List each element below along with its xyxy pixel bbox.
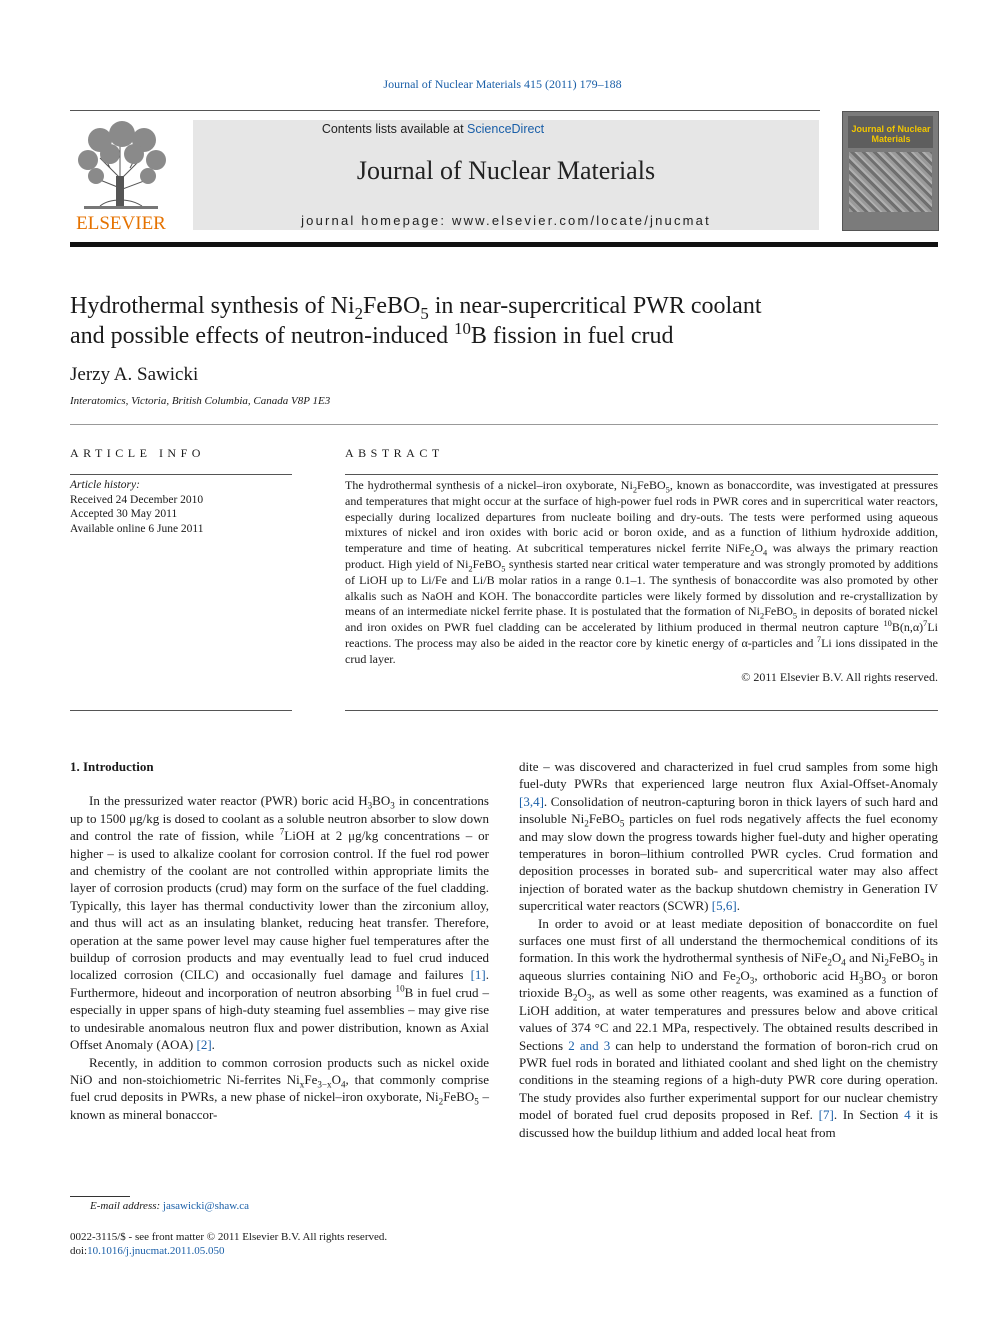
body-left-column (70, 758, 489, 1123)
footnote-rule (70, 1196, 130, 1197)
title-divider (70, 424, 938, 425)
abstract-copyright: © 2011 Elsevier B.V. All rights reserved. (741, 669, 938, 684)
article-title: Hydrothermal synthesis of $Ni_2FeBO_5$ in near-supercritical PWR coolant and possible effects of neutron-induced $^{10}$B fission in fuel crud (70, 293, 762, 349)
journal-homepage[interactable]: journal homepage: www.elsevier.com/locate/jnucmat (301, 213, 711, 228)
accepted-date: Accepted 30 May 2011 (70, 508, 178, 520)
body-paragraph: dite – was discovered and characterized in fuel crud samples from some high fuel-duty PWRs that experienced large neutron flux Axial-Offset-Anomaly [3,4]. Consolidation of neutron-capturing boron in thick layers of such hard and insoluble $Ni_2FeBO_5$ particles on fuel rods negatively affects the fuel economy and may slow down the progress towards higher fuel-duty and higher operating temperatures in boron–lithium controlled PWR cycles. Crud formation and deposition processes in borated sub- and supercritical water may also affect injection of borated water as the backup shutdown chemistry in Generation IV supercritical water reactors (SCWR) [5,6]. (519, 759, 938, 914)
sciencedirect-link[interactable]: ScienceDirect (467, 122, 545, 136)
online-date: Available online 6 June 2011 (70, 522, 204, 535)
doi-link[interactable]: 10.1016/j.jnucmat.2011.05.050 (87, 1245, 225, 1257)
elsevier-logo[interactable] (70, 118, 172, 233)
author-email-link[interactable]: jasawicki@shaw.ca (162, 1200, 249, 1212)
journal-cover-image[interactable] (842, 111, 939, 231)
abstract-rule-top (345, 474, 938, 475)
journal-title: Journal of Nuclear Materials (356, 156, 656, 185)
article-history (70, 478, 300, 536)
article-info-heading: ARTICLE INFO (70, 446, 205, 460)
received-date: Received 24 December 2010 (70, 493, 204, 506)
journal-banner (193, 120, 819, 230)
doi-line: doi:10.1016/j.jnucmat.2011.05.050 (70, 1245, 225, 1257)
header-thick-rule (70, 242, 938, 247)
abstract-rule-bottom (345, 710, 938, 711)
footnote: E-mail address: jasawicki@shaw.ca (90, 1200, 249, 1212)
page-footer (70, 1230, 387, 1258)
author-affiliation: Interatomics, Victoria, British Columbia, Canada V8P 1E3 (70, 395, 331, 407)
section-heading: 1. Introduction (70, 759, 154, 774)
abstract-text: The hydrothermal synthesis of a nickel–iron oxyborate, $Ni_2FeBO_5$, known as bonaccordite, was investigated at pressures and temperatures that might occur at the surface of high-power fuel rods in PWR cores and in supercritical water reactors, especially during localized departures from nucleate boiling and dry-outs. The tests were performed using aqueous mixtures of nickel and iron oxides with boric acid or boron oxide, and as a function of lithium hydroxide addition, temperature and time of heating. At subcritical temperatures nickel ferrite $NiFe_2O_4$ was always the primary reaction product. High yield of $Ni_2FeBO_5$ synthesis started near critical water temperature and was strongly promoted by additions of LiOH up to Li/Fe and Li/B molar ratios in a range 0.1–1. The synthesis of bonaccordite was also promoted by other alkalis such as NaOH and KOH. The bonaccordite particles were likely formed by dissolution and re-crystallization by means of an intermediate nickel ferrite phase. It is postulated that the formation of $Ni_2FeBO_5$ in deposits of borated nickel and iron oxides on PWR fuel cladding can be accelerated by lithium produced in thermal neutron capture $^{10}B(n,\alpha)^7Li$ reactions. The process may also be aided in the reactor core by kinetic energy of α-particles and $^7$Li ions dissipated in the crud layer. (345, 478, 939, 666)
article-info-rule-bottom (70, 710, 292, 711)
body-paragraph: In the pressurized water reactor (PWR) boric acid $H_3BO_3$ in concentrations up to 1500 μg/kg is dosed to coolant as a soluble neutron absorber to slow down and control the rate of fission, while $^7$LiOH at 2 μg/kg concentrations – or higher – is used to alkalize coolant for corrosion control. If the fuel rod power and chemistry of the coolant are not controlled within appropriate limits the layer of corrosion products (crud) may form on the surface of the fuel cladding. Typically, this layer has thermal conductivity lower than the zirconium alloy, and thus will act as an insulating blanket, reducing heat transfer. Therefore, operation at the same power level may cause higher fuel temperatures after the buildup of corrosion products and may eventually lead to fuel crud induced localized corrosion (CILC) and occasionally fuel damage and failures [1]. Furthermore, hideout and incorporation of neutron absorbing $^{10}$B in fuel crud – especially in upper spans of high-duty steaming fuel assemblies – may give rise to undesirable anomalous neutron flux and power distribution, known as Axial Offset Anomaly (AOA) [2]. (70, 793, 490, 1053)
article-info-rule-top (70, 474, 292, 475)
abstract-heading: ABSTRACT (345, 446, 444, 460)
contents-line: Contents lists available at ScienceDirect (321, 122, 545, 136)
publisher-wordmark: ELSEVIER (76, 213, 166, 233)
body-paragraph: In order to avoid or at least mediate deposition of bonaccordite on fuel surfaces one must first of all understand the thermochemical conditions of its formation. In this work the hydrothermal synthesis of $NiFe_2O_4$ and $Ni_2FeBO_5$ in aqueous slurries containing NiO and $Fe_2O_3$, orthoboric acid $H_3BO_3$ or boron trioxide $B_2O_3$, as well as some other reagents, was examined as a function of LiOH addition, at water temperatures and pressures below and above critical values of 374 °C and 22.1 MPa, respectively. The obtained results described in Sections 2 and 3 can help to understand the formation of boron-rich crud on PWR fuel rods in borated and lithiated coolant and shed light on the chemistry conditions in the steaming regions of a high-duty PWR core during operation. The study provides also further experimental support for our nuclear chemistry model of borated fuel crud deposits proposed in Ref. [7]. In Section 4 it is discussed how the buildup lithium and added local heat from (519, 915, 938, 1140)
cover-title: Journal of Nuclear Materials (851, 124, 931, 144)
abstract-body (345, 478, 938, 685)
body-paragraph: Recently, in addition to common corrosion products such as nickel oxide NiO and non-stoichiometric Ni-ferrites $Ni_xFe_{3-x}O_4$, that commonly comprise fuel crud deposits in PWRs, a new phase of nickel–iron oxyborate, $Ni_2FeBO_5$ – known as mineral bonaccor- (70, 1054, 490, 1122)
header-divider (70, 110, 820, 111)
history-label: Article history: (70, 479, 140, 491)
cover-photo (849, 152, 932, 212)
body-right-column (519, 758, 938, 1141)
journal-citation[interactable]: Journal of Nuclear Materials 415 (2011) 179–188 (383, 77, 622, 91)
elsevier-tree-icon (70, 118, 172, 233)
issn-line: 0022-3115/$ - see front matter © 2011 Elsevier B.V. All rights reserved. (70, 1231, 388, 1243)
author-name: Jerzy A. Sawicki (70, 364, 199, 385)
